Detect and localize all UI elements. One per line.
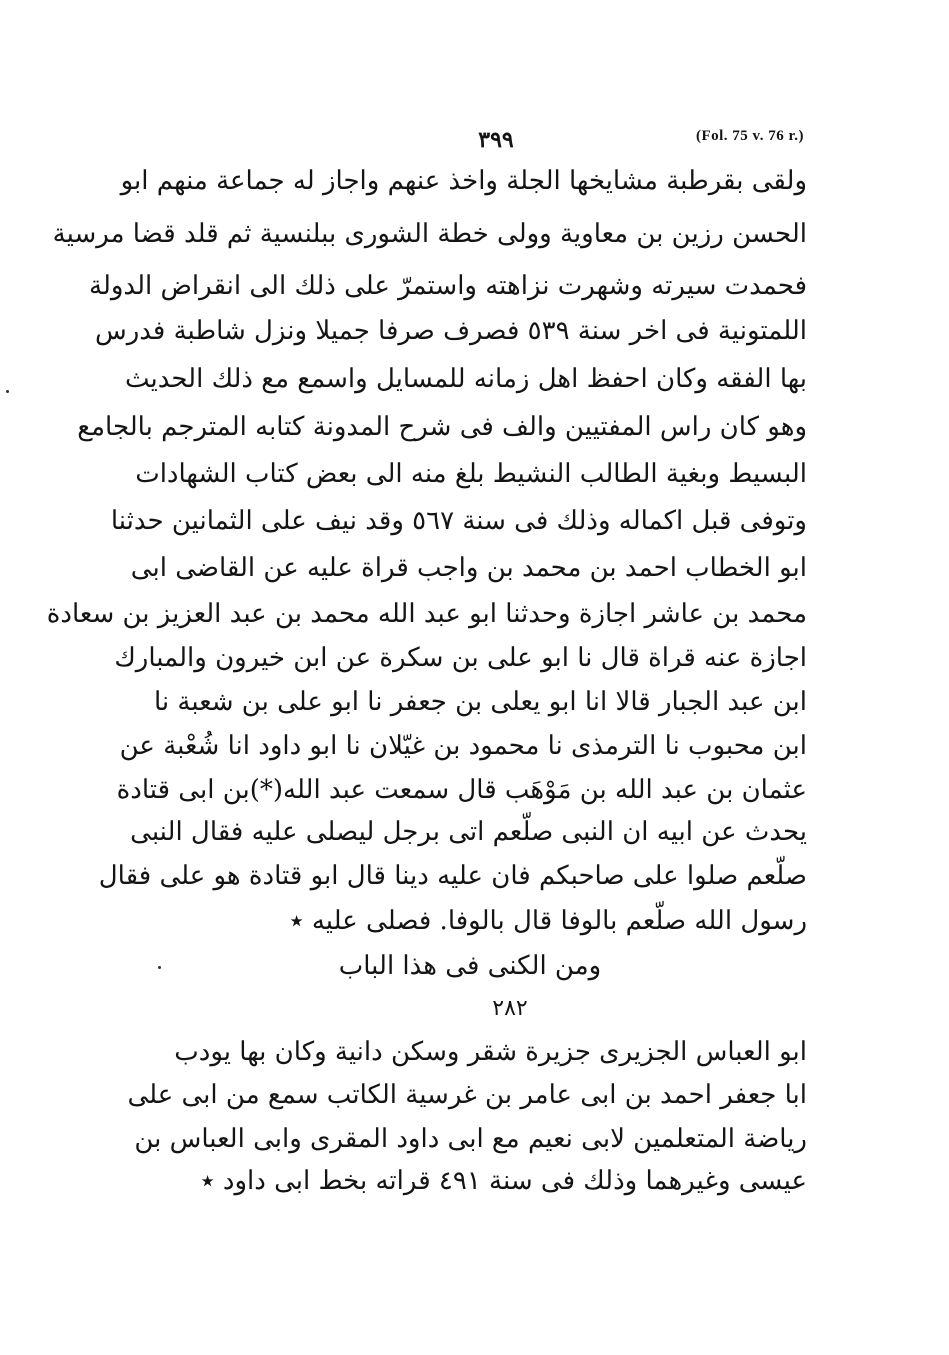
text-line: محمد بن عاشر اجازة وحدثنا ابو عبد الله محمد بن عبد العزيز بن سعادة (46, 599, 807, 629)
text-line: عيسى وغيرهما وذلك فى سنة ٤٩١ قراته بخط ابى داود ٭ (200, 1166, 807, 1196)
text-line: عثمان بن عبد الله بن مَوْهَب قال سمعت عبد الله(*)بن ابى قتادة (116, 775, 807, 805)
text-line: ابن محبوب نا الترمذى نا محمود بن غيّلان نا ابو داود انا شُعْبة عن (119, 731, 807, 761)
text-line: وتوفى قبل اكماله وذلك فى سنة ٥٦٧ وقد نيف على الثمانين حدثنا (110, 506, 807, 536)
text-line: بها الفقه وكان احفظ اهل زمانه للمسايل واسمع مع ذلك الحديث (124, 364, 807, 394)
text-line: وهو كان راس المفتيين والف فى شرح المدونة كتابه المترجم بالجامع (77, 412, 807, 442)
text-line: ولقى بقرطبة مشايخها الجلة واخذ عنهم واجاز له جماعة منهم ابو (120, 166, 807, 196)
entry-number: ٢٨٢ (492, 996, 528, 1021)
text-line: ابو العباس الجزيرى جزيرة شقر وسكن دانية وكان بها يودب (174, 1037, 807, 1067)
text-line: فحمدت سيرته وشهرت نزاهته واستمرّ على ذلك الى انقراض الدولة (89, 271, 807, 301)
scan-speck (158, 966, 161, 969)
text-line: اجازة عنه قراة قال نا ابو على بن سكرة عن ابن خيرون والمبارك (114, 643, 807, 673)
text-line: رسول الله صلّعم بالوفا قال بالوفا. فصلى عليه ٭ (289, 906, 807, 936)
text-line: ابو الخطاب احمد بن محمد بن واجب قراة عليه عن القاضى ابى (130, 553, 807, 583)
section-heading: ومن الكنى فى هذا الباب (338, 951, 602, 981)
scan-speck (6, 390, 9, 393)
text-line: اللمتونية فى اخر سنة ٥٣٩ فصرف صرفا جميلا ونزل شاطبة فدرس (94, 316, 807, 346)
text-line: رياضة المتعلمين لابى نعيم مع ابى داود المقرى وابى العباس بن (134, 1124, 807, 1154)
text-line: ابا جعفر احمد بن ابى عامر بن غرسية الكاتب سمع من ابى على (127, 1080, 807, 1110)
folio-reference: (Fol. 75 v. 76 r.) (695, 128, 804, 144)
text-line: البسيط وبغية الطالب النشيط بلغ منه الى بعض كتاب الشهادات (135, 459, 807, 489)
text-line: الحسن رزين بن معاوية وولى خطة الشورى ببلنسية ثم قلد قضا مرسية (52, 219, 807, 249)
text-line: ابن عبد الجبار قالا انا ابو يعلى بن جعفر نا ابو على بن شعبة نا (153, 687, 807, 717)
page-number: ٣٩٩ (478, 127, 514, 153)
text-line: يحدث عن ابيه ان النبى صلّعم اتى برجل ليصلى عليه فقال النبى (130, 817, 807, 847)
text-line: صلّعم صلوا على صاحبكم فان عليه دينا قال ابو قتادة هو على فقال (98, 861, 807, 891)
